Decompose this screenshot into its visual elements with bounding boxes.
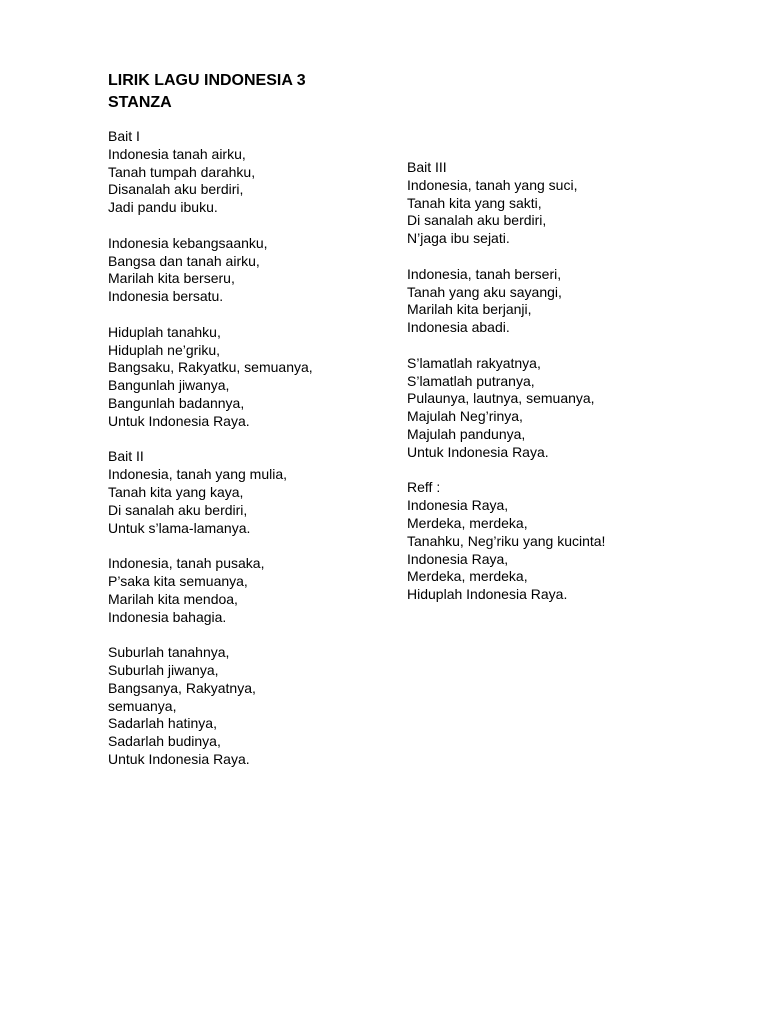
lyric-line: Di sanalah aku berdiri, [407, 212, 547, 229]
document-title: LIRIK LAGU INDONESIA 3 STANZA [108, 72, 306, 111]
lyric-line: Marilah kita berjanji, [407, 301, 532, 318]
stanza [108, 324, 398, 431]
lyric-line: Tanah tumpah darahku, [108, 163, 256, 180]
lyric-line: Tanah kita yang kaya, [108, 483, 244, 500]
lyric-line: Marilah kita berseru, [108, 270, 235, 287]
lyric-line: Hiduplah Indonesia Raya. [407, 586, 568, 603]
stanza-bait-1 [108, 128, 398, 217]
lyric-line: Untuk s’lama-lamanya. [108, 519, 251, 536]
stanza-heading: Bait I [108, 128, 140, 144]
lyric-line: Indonesia bersatu. [108, 288, 224, 305]
lyric-line: Sadarlah budinya, [108, 733, 221, 750]
lyric-line: Untuk Indonesia Raya. [407, 443, 549, 460]
lyric-line: Bangunlah badannya, [108, 394, 245, 411]
lyric-line: Untuk Indonesia Raya. [108, 412, 250, 429]
lyric-line: Indonesia kebangsaanku, [108, 234, 268, 251]
stanza [108, 555, 398, 626]
right-column [407, 159, 707, 622]
left-column [108, 128, 398, 786]
stanza-bait-3 [407, 159, 707, 248]
lyric-line: Hiduplah ne’griku, [108, 341, 221, 358]
lyric-line: Majulah Neg’rinya, [407, 408, 523, 425]
lyric-line: S’lamatlah rakyatnya, [407, 354, 541, 371]
stanza-heading: Bait III [407, 159, 447, 175]
lyric-line: Indonesia tanah airku, [108, 145, 246, 162]
lyric-line: Tanah kita yang sakti, [407, 194, 542, 211]
lyric-line: Jadi pandu ibuku. [108, 199, 218, 216]
lyric-line: semuanya, [108, 697, 177, 714]
lyric-line: Tanah yang aku sayangi, [407, 283, 562, 300]
lyric-line: Sadarlah hatinya, [108, 715, 217, 732]
lyric-line: Hiduplah tanahku, [108, 323, 221, 340]
lyric-line: Marilah kita mendoa, [108, 590, 238, 607]
lyric-line: Suburlah jiwanya, [108, 661, 219, 678]
lyric-line: Indonesia, tanah pusaka, [108, 555, 265, 572]
stanza-heading: Bait II [108, 448, 144, 465]
lyric-line: S’lamatlah putranya, [407, 372, 535, 389]
lyric-line: Indonesia abadi. [407, 319, 510, 336]
lyric-line: Merdeka, merdeka, [407, 514, 528, 531]
lyric-line: Indonesia, tanah yang mulia, [108, 466, 288, 483]
stanza-heading: Reff : [407, 479, 441, 496]
stanza [407, 266, 707, 337]
stanza [407, 355, 707, 462]
stanza [108, 235, 398, 306]
lyric-line: Indonesia, tanah yang suci, [407, 176, 578, 193]
lyric-line: Suburlah tanahnya, [108, 644, 230, 661]
stanza-reff [407, 479, 707, 604]
stanza-bait-2 [108, 448, 398, 537]
lyric-line: Indonesia, tanah berseri, [407, 265, 562, 282]
lyric-line: Di sanalah aku berdiri, [108, 501, 248, 518]
lyric-line: Indonesia Raya, [407, 497, 509, 514]
lyric-line: Bangsaku, Rakyatku, semuanya, [108, 359, 313, 376]
lyric-line: Bangsanya, Rakyatnya, [108, 679, 256, 696]
lyric-line: Bangunlah jiwanya, [108, 377, 230, 394]
stanza [108, 644, 398, 769]
lyric-line: Tanahku, Neg’riku yang kucinta! [407, 532, 606, 549]
lyric-line: Bangsa dan tanah airku, [108, 252, 260, 269]
lyric-line: Indonesia Raya, [407, 550, 509, 567]
lyric-line: P’saka kita semuanya, [108, 572, 248, 589]
lyric-line: Disanalah aku berdiri, [108, 181, 244, 198]
lyric-line: Majulah pandunya, [407, 425, 526, 442]
lyric-line: N’jaga ibu sejati. [407, 230, 510, 247]
lyric-line: Indonesia bahagia. [108, 608, 227, 625]
lyric-line: Pulaunya, lautnya, semuanya, [407, 390, 595, 407]
lyric-line: Merdeka, merdeka, [407, 568, 528, 585]
lyric-line: Untuk Indonesia Raya. [108, 750, 250, 767]
